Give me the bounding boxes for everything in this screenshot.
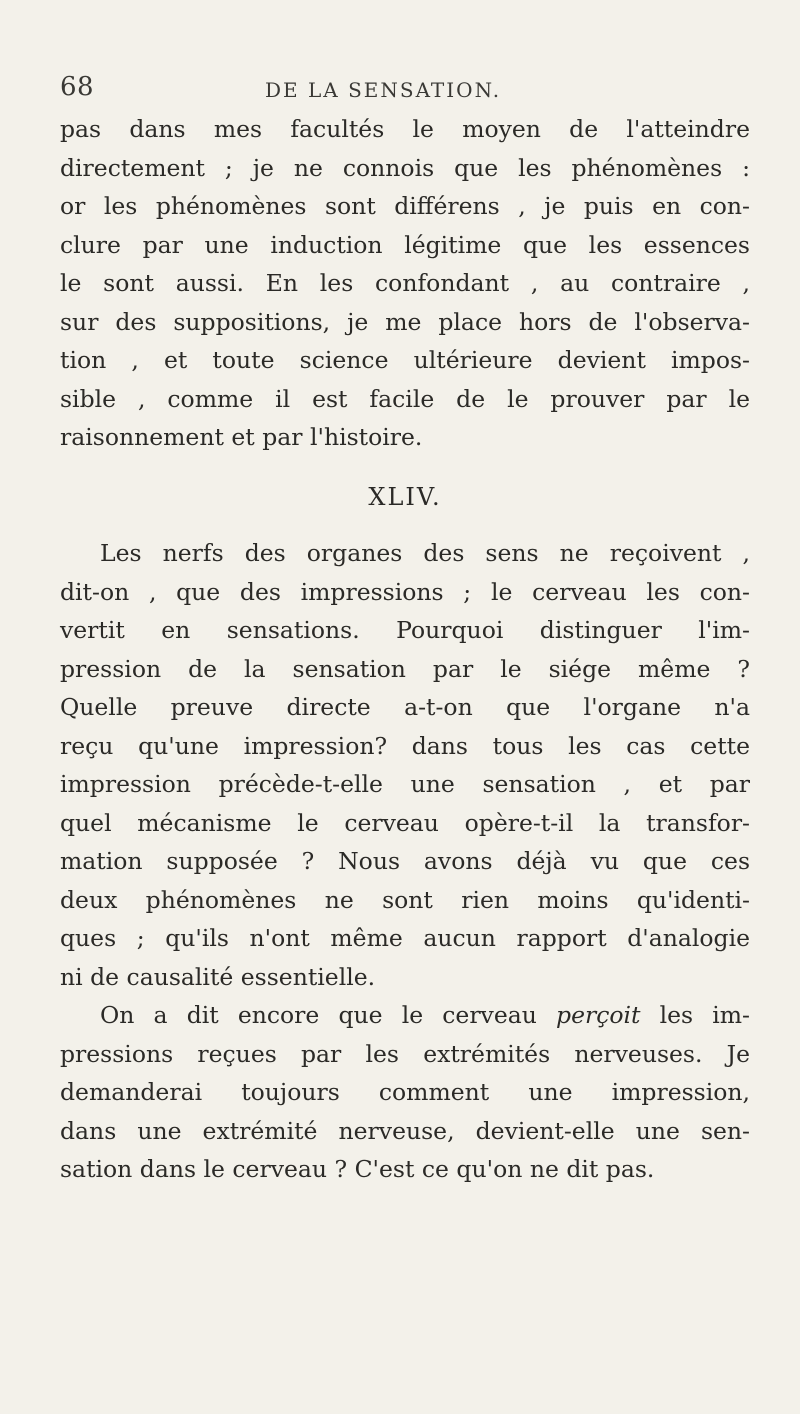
text-line: dit-on , que des impressions ; le cerveau les con- bbox=[60, 577, 750, 606]
text-line: vertit en sensations. Pourquoi distinguer l'im- bbox=[60, 616, 750, 644]
text-line: sur des suppositions, je me place hors de l'observa- bbox=[60, 307, 750, 336]
text-line: quel mécanisme le cerveau opère-t-il la transfor- bbox=[60, 808, 750, 837]
paragraph-3 bbox=[60, 996, 750, 1189]
text-line: reçu qu'une impression? dans tous les cas cette bbox=[60, 731, 750, 760]
text-line: ni de causalité essentielle. bbox=[60, 962, 376, 991]
paragraph-2 bbox=[60, 534, 750, 996]
running-title: DE LA SENSATION. bbox=[265, 78, 502, 102]
text-line: Quelle preuve directe a-t-on que l'organe n'a bbox=[60, 693, 750, 721]
text-line: clure par une induction légitime que les essences bbox=[60, 230, 750, 259]
section-heading: XLIV. bbox=[368, 482, 442, 511]
text-line: pressions reçues par les extrémités nerveuses. Je bbox=[60, 1039, 750, 1068]
text-line: raisonnement et par l'histoire. bbox=[60, 423, 423, 451]
text-line: sible , comme il est facile de le prouver par le bbox=[60, 384, 750, 413]
body-text bbox=[60, 110, 750, 1189]
running-header bbox=[60, 72, 750, 112]
text-line: demanderai toujours comment une impression, bbox=[60, 1078, 750, 1106]
text-segment: les im- bbox=[640, 1001, 750, 1029]
text-line: Les nerfs des organes des sens ne reçoivent , bbox=[100, 539, 750, 567]
paragraph-1 bbox=[60, 110, 750, 457]
text-line: dans une extrémité nerveuse, devient-elle une sen- bbox=[60, 1116, 750, 1145]
text-segment: On a dit encore que le cerveau bbox=[100, 1001, 557, 1029]
text-line: le sont aussi. En les confondant , au contraire , bbox=[60, 269, 750, 297]
italic-word: perçoit bbox=[556, 1001, 641, 1029]
text-line: pression de la sensation par le siége même ? bbox=[60, 654, 750, 683]
text-line: deux phénomènes ne sont rien moins qu'identi- bbox=[60, 885, 750, 914]
text-line: sation dans le cerveau ? C'est ce qu'on ne dit pas. bbox=[60, 1155, 655, 1183]
text-line bbox=[60, 996, 750, 1035]
text-line: pas dans mes facultés le moyen de l'atteindre bbox=[60, 115, 750, 143]
text-line: ques ; qu'ils n'ont même aucun rapport d'analogie bbox=[60, 924, 750, 952]
page-number: 68 bbox=[60, 72, 95, 102]
text-line: mation supposée ? Nous avons déjà vu que ces bbox=[60, 847, 750, 875]
text-line: tion , et toute science ultérieure devient impos- bbox=[60, 346, 750, 374]
text-line: impression précède-t-elle une sensation , et par bbox=[60, 770, 750, 798]
text-line: or les phénomènes sont différens , je puis en con- bbox=[60, 192, 750, 220]
text-line: directement ; je ne connois que les phénomènes : bbox=[60, 153, 750, 182]
